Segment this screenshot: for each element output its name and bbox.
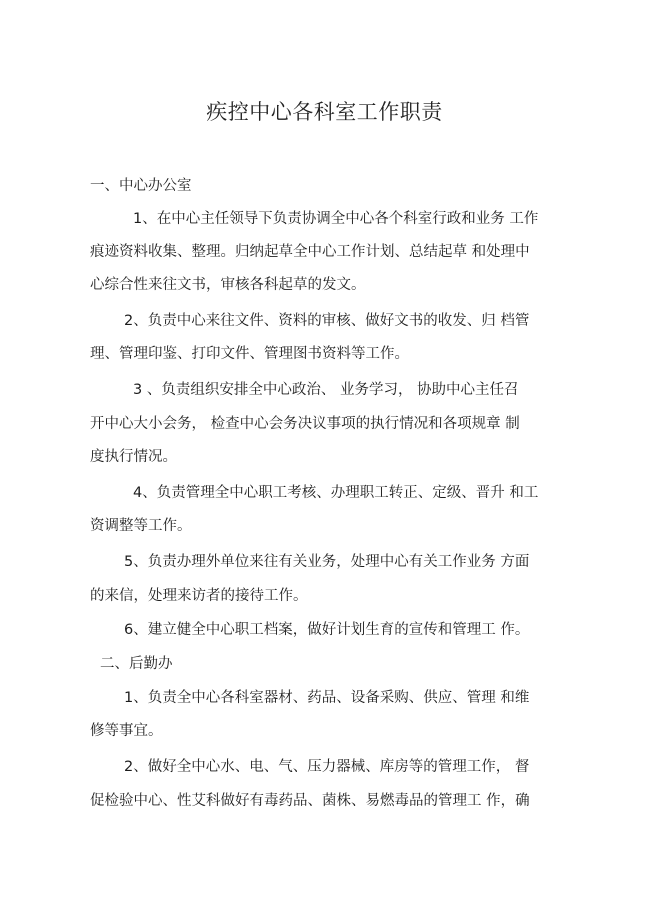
- paragraph-line: 促检验中心、性艾科做好有毒药品、菌株、易燃毒品的管理工 作，确: [90, 793, 530, 809]
- paragraph-line: 4、负责管理全中心职工考核、办理职工转正、定级、晋升 和工: [133, 485, 539, 501]
- paragraph-line: 心综合性来往文书，审核各科起草的发文。: [90, 277, 366, 293]
- paragraph-line: 痕迹资料收集、整理。归纳起草全中心工作计划、总结起草 和处理中: [90, 244, 530, 260]
- paragraph-line: 开中心大小会务， 检查中心会务决议事项的执行情况和各项规章 制: [90, 416, 520, 432]
- paragraph-line: 3 、负责组织安排全中心政治、 业务学习， 协助中心主任召: [133, 382, 519, 398]
- paragraph-line: 2、做好全中心水、电、气、压力器械、库房等的管理工作， 督: [124, 759, 530, 775]
- paragraph-line: 6、建立健全中心职工档案，做好计划生育的宣传和管理工 作。: [124, 622, 530, 638]
- paragraph-line: 理、管理印鉴、打印文件、管理图书资料等工作。: [90, 346, 409, 362]
- paragraph-line: 2、负责中心来往文件、资料的审核、做好文书的收发、归 档管: [124, 313, 530, 329]
- section-heading-logistics: 二、后勤办: [100, 656, 173, 672]
- page-title: 疾控中心各科室工作职责: [206, 100, 443, 124]
- paragraph-line: 1、负责全中心各科室器材、药品、设备采购、供应、管理 和维: [124, 690, 530, 706]
- paragraph-line: 的来信，处理来访者的接待工作。: [90, 588, 308, 604]
- section-heading-office: 一、中心办公室: [90, 178, 192, 194]
- paragraph-line: 1、在中心主任领导下负责协调全中心各个科室行政和业务 工作: [133, 211, 539, 227]
- paragraph-line: 5、负责办理外单位来往有关业务，处理中心有关工作业务 方面: [124, 554, 530, 570]
- paragraph-line: 度执行情况。: [90, 449, 177, 465]
- paragraph-line: 资调整等工作。: [90, 518, 192, 534]
- paragraph-line: 修等事宜。: [90, 723, 163, 739]
